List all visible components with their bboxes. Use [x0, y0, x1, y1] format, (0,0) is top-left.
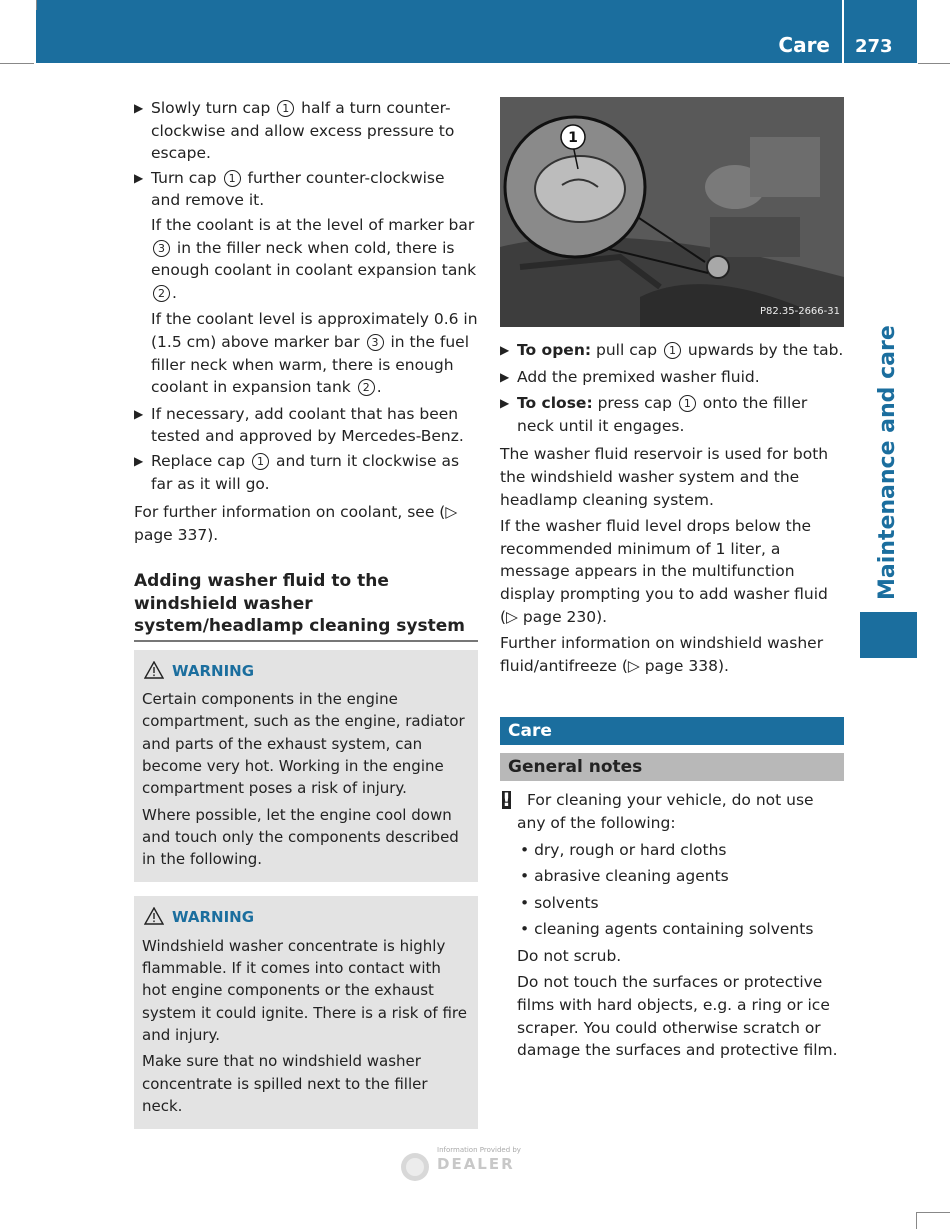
left-column	[134, 97, 478, 1129]
step-arrow-icon: ▶	[134, 406, 144, 421]
callout-number: 1	[679, 395, 696, 412]
callout-number: 1	[252, 453, 269, 470]
callout-number: 1	[277, 100, 294, 117]
warning-text: Where possible, let the engine cool down and touch only the components described in the following.	[142, 805, 459, 869]
callout-number: 2	[358, 379, 375, 396]
coolant-further-info: For further information on coolant, see (▷ page 337).	[134, 503, 458, 544]
body-paragraph: If the washer fluid level drops below the recommended minimum of 1 liter, a message appears in the multifunction display prompting you to add washer fluid (▷ page 230).	[500, 517, 828, 626]
warning-triangle-icon	[144, 907, 164, 931]
warning-text: Windshield washer concentrate is highly flammable. If it comes into contact with hot engine components or the exhaust system it could ignite. There is a risk of fire and injury.	[142, 936, 467, 1044]
list-item: • cleaning agents containing solvents	[520, 920, 814, 939]
crop-mark	[916, 1212, 917, 1229]
notice-exclamation-icon: !	[502, 789, 511, 812]
warning-triangle-icon	[144, 661, 164, 685]
engine-compartment-photo	[500, 97, 844, 327]
callout-number: 1	[664, 342, 681, 359]
general-notes-heading: General notes	[500, 753, 844, 781]
right-column	[500, 97, 844, 1062]
side-tab-label: Maintenance and care	[875, 325, 900, 600]
step-arrow-icon: ▶	[500, 369, 510, 384]
step-arrow-icon: ▶	[134, 101, 144, 115]
instruction-step: ▶ Turn cap 1 further counter-clockwise and remove it.	[134, 168, 445, 210]
list-item: • solvents	[520, 893, 599, 912]
crop-mark	[918, 63, 950, 64]
instruction-step: ▶ If necessary, add coolant that has been tested and approved by Mercedes-Benz.	[134, 404, 464, 446]
side-tab-block	[860, 612, 917, 658]
photo-callout: 1	[568, 130, 578, 146]
callout-number: 3	[367, 334, 384, 351]
list-item: • abrasive cleaning agents	[520, 867, 729, 886]
engine-photo-illustration	[500, 97, 844, 327]
warning-text: Make sure that no windshield washer concentrate is spilled next to the filler neck.	[142, 1052, 428, 1115]
step-arrow-icon: ▶	[500, 396, 510, 411]
warning-header: WARNING	[144, 660, 470, 685]
warning-box	[134, 896, 478, 1129]
crop-mark	[0, 63, 34, 64]
warning-box	[134, 650, 478, 883]
callout-number: 2	[153, 285, 170, 302]
care-section-heading: Care	[500, 717, 844, 745]
instruction-step: ▶ To close: press cap 1 onto the filler neck until it engages.	[500, 394, 808, 435]
step-arrow-icon: ▶	[134, 453, 144, 468]
callout-number: 1	[224, 170, 241, 187]
coolant-warm-paragraph: If the coolant level is approximately 0.6 in (1.5 cm) above marker bar 3 in the fuel filler neck when warm, there is enough coolant in expansion tank 2 .	[151, 310, 478, 397]
crop-mark	[36, 0, 37, 10]
instruction-step: ▶ Slowly turn cap 1 half a turn counter-clockwise and allow excess pressure to escape.	[134, 99, 455, 163]
section-heading: Adding washer fluid to the windshield washer system/headlamp cleaning system	[134, 570, 478, 642]
photo-code: P82.35-2666-31	[759, 306, 840, 318]
warning-text: Certain components in the engine compartment, such as the engine, radiator and parts of the exhaust system, can become very hot. Working in the engine compartment poses a risk of injury.	[142, 690, 465, 798]
step-arrow-icon: ▶	[500, 343, 510, 357]
notice-touch: Do not touch the surfaces or protective films with hard objects, e.g. a ring or ice scraper. You could otherwise scratch or damage the surfaces and protective film.	[517, 973, 838, 1060]
notice-scrub: Do not scrub.	[517, 946, 622, 965]
body-paragraph: Further information on windshield washer fluid/antifreeze (▷ page 338).	[500, 634, 824, 675]
notice-list	[520, 839, 844, 941]
header-divider	[842, 0, 844, 63]
instruction-step: ▶ Add the premixed washer fluid.	[500, 367, 760, 386]
notice-block: ! For cleaning your vehicle, do not use any of the following:	[502, 789, 814, 832]
body-paragraph: The washer fluid reservoir is used for both the windshield washer system and the headlamp cleaning system.	[500, 445, 829, 509]
coolant-cold-paragraph: If the coolant is at the level of marker bar 3 in the filler neck when cold, there is enough coolant in coolant expansion tank 2 .	[151, 215, 477, 302]
callout-number: 3	[153, 240, 170, 257]
instruction-step: ▶ Replace cap 1 and turn it clockwise as far as it will go.	[134, 451, 460, 493]
warning-header: WARNING	[144, 906, 470, 931]
list-item: • dry, rough or hard cloths	[520, 840, 727, 859]
step-arrow-icon: ▶	[134, 170, 144, 185]
page-number: 273	[855, 36, 893, 57]
footer-brand: DEALER	[437, 1155, 515, 1173]
instruction-step: ▶ To open: pull cap 1 upwards by the tab.	[500, 341, 844, 359]
crop-mark	[916, 1212, 950, 1213]
footer-provided-by: Information Provided by	[437, 1146, 521, 1154]
header-section-title: Care	[778, 33, 830, 57]
